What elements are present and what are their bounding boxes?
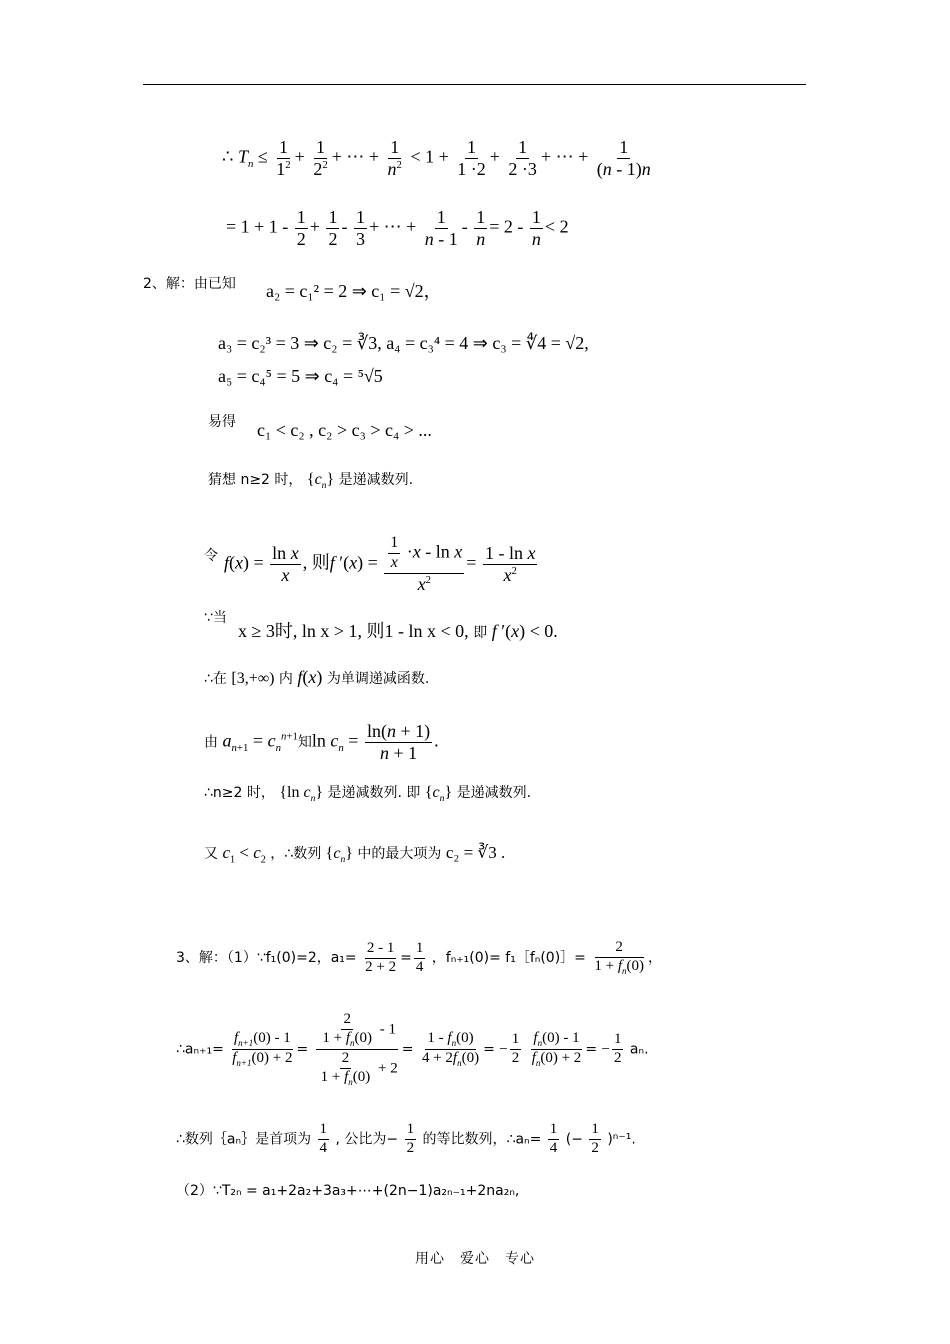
- guess-line: 猜想 n≥2 时， $\{c_n\}$ 是递减数列.: [208, 471, 414, 492]
- again: 又: [204, 846, 218, 862]
- tail-an: aₙ.: [629, 1041, 649, 1058]
- ineq-tail: < 1 +: [410, 146, 449, 167]
- easy-math: c₁ < c₂ , c₂ > c₃ > c₄ > ...: [257, 420, 432, 440]
- geo-mid2: 的等比数列，∴aₙ=: [422, 1131, 542, 1148]
- geo-mid: , 公比为−: [335, 1131, 399, 1148]
- max-value: c₂ = ∛3 .: [445, 843, 506, 862]
- because-tail: 即: [473, 625, 488, 641]
- f-recurrence: ，fₙ₊₁(0)= f₁［fₙ(0)］=: [431, 950, 586, 967]
- let-label: 令: [204, 548, 218, 564]
- zhi: 知: [297, 734, 312, 751]
- ln-cn-line: 由 $a_{n+1} = c_n^{n+1}$知$\ln c_n$ = $\frac{\ln(n + 1)}{n + 1}$ .: [204, 721, 439, 763]
- geometric-line: ∴数列｛aₙ｝是首项为 $\frac{1}{4}$ , 公比为− $\frac{1}{2}$ 的等比数列，∴aₙ= $\frac{1}{4}$ (− $\frac{1}{2}$ )ⁿ⁻¹.: [176, 1121, 636, 1156]
- given-c1: a₂ = c₁² = 2 ⇒ c₁ = √2，: [266, 281, 442, 301]
- part-2-line: （2）∵T₂ₙ = a₁+2a₂+3a₃+⋯+(2n−1)a₂ₙ₋₁+2na₂ₙ,: [176, 1183, 520, 1199]
- max-line: 又 $c_1 < c_2$ ，∴数列 $\{c_n\}$ 中的最大项为 c₂ = ∛3 .: [204, 843, 506, 866]
- therefore-symbol: ∴: [222, 146, 234, 167]
- problem-3-head: 3、解：（1）∵f₁(0)=2，a₁=: [176, 950, 357, 967]
- geo-head: ∴数列｛aₙ｝是首项为: [176, 1131, 312, 1148]
- problem-3-line: 3、解：（1）∵f₁(0)=2，a₁= $\frac{2 - 1}{2 + 2}$ = $\frac{1}{4}$ ，fₙ₊₁(0)= f₁［fₙ(0)］= $\frac{2}{1 + f_n(0)}$ ，: [176, 939, 662, 976]
- geo-tail: (−: [565, 1131, 583, 1148]
- seq-text: ，∴数列: [270, 846, 322, 862]
- page-footer: 用心 爱心 专心: [415, 1251, 535, 1267]
- therefore-a: ∴aₙ₊₁=: [176, 1041, 224, 1058]
- guess-tail: 是递减数列.: [338, 472, 414, 488]
- because-label: ∵当: [204, 610, 227, 626]
- period: .: [434, 730, 439, 751]
- inequality-line-2: = 1 + 1 - $\frac{1}{2}$ + $\frac{1}{2}$ - $\frac{1}{3}$ + ⋯ + $\frac{1}{n - 1}$ - $\frac{1}{n}$ = 2 - $\frac{1}{n}$ < 2: [226, 207, 569, 249]
- because-math: x ≥ 3时, ln x > 1, 则1 - ln x < 0,: [238, 621, 469, 641]
- concl-tail: 是递减数列.: [456, 785, 532, 801]
- from-label: 由: [204, 734, 218, 751]
- nei: 内: [278, 671, 293, 687]
- problem-2-heading: 2、解：由已知: [143, 276, 236, 292]
- because-line: x ≥ 3时, ln x > 1, 则1 - ln x < 0, 即 f ′(x) < 0.: [238, 621, 558, 641]
- header-rule: [143, 84, 806, 85]
- line-a5: a₅ = c₄⁵ = 5 ⇒ c₄ = ⁵√5: [218, 366, 383, 386]
- therefore-in-line: ∴在 [3,+∞) 内 f(x) 为单调递减函数.: [204, 667, 430, 687]
- comma: ，: [648, 950, 662, 967]
- inequality-line-1: ∴ $T_n$ ≤ $\frac{1}{1^2}$ + $\frac{1}{2^2}$ + ⋯ + $\frac{1}{n^2}$ < 1 + $\frac{1}{1 \cdot 2}$ + $\frac{1}{2 \cdot 3}$ + ⋯ + $\frac{1}{(n - 1)n}$: [222, 137, 651, 179]
- function-definition: f(x) = $\frac{\text{ln x}}{x}$ , 则f ′(x) = $\frac{1}{x}$ ·x - ln x $x^2$ = $\frac{\text{1 - ln x}}{x^2}$: [224, 534, 536, 594]
- max-text: 中的最大项为: [357, 846, 442, 862]
- a1-eq: =: [400, 950, 412, 967]
- concl-mid: 是递减数列. 即: [327, 785, 421, 801]
- easy-label: 易得: [208, 414, 236, 430]
- decreasing-fn: 为单调递减函数.: [326, 671, 430, 687]
- guess-text: 猜想 n≥2 时，: [208, 472, 303, 488]
- line-a3: a₃ = c₂³ = 3 ⇒ c₂ = ∛3, a₄ = c₃⁴ = 4 ⇒ c₃ = ∜4 = √2,: [218, 333, 589, 353]
- concl-head: ∴n≥2 时，: [204, 785, 275, 801]
- therefore-in: ∴在: [204, 671, 227, 687]
- geo-exp: )ⁿ⁻¹.: [607, 1131, 636, 1148]
- conclusion-line: ∴n≥2 时， {ln $c_n$} 是递减数列. 即 $\{c_n\}$ 是递减数列.: [204, 784, 532, 805]
- a-n-plus-1-line: ∴aₙ₊₁= $\frac{f_{n+1}(0) - 1}{f_{n+1}(0) + 2}$ = $\frac{2}{1 + f_n(0)}$ - 1 $\frac{2}{1 + f_n(0)}$ + 2 = $\frac{1 - f_n(0)}{4 + 2f_n(0)}$ = − $\frac{1}{2}$ $\frac{f_n(0) - 1}{f_n(0) + 2}$ = − $\frac{1}{2}$ aₙ.: [176, 1011, 649, 1087]
- interval: [3,+∞): [231, 670, 275, 687]
